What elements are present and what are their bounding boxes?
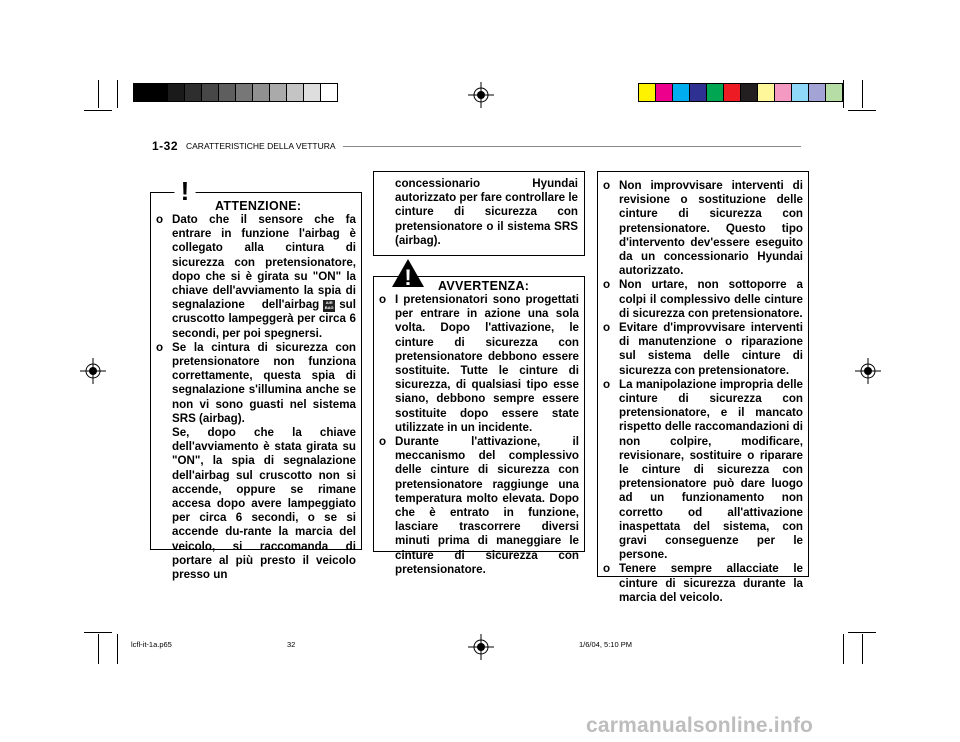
color-swatch xyxy=(775,84,792,101)
color-swatch xyxy=(826,84,842,101)
color-swatch xyxy=(134,84,151,101)
registration-mark-icon xyxy=(468,82,494,108)
color-swatch xyxy=(270,84,287,101)
warning-triangle-icon xyxy=(168,175,202,205)
airbag-warning-icon: AIR BAG xyxy=(324,300,334,311)
crop-mark xyxy=(84,632,112,633)
color-bar xyxy=(638,83,843,102)
page-number: 1-32 xyxy=(152,139,179,153)
color-swatch xyxy=(673,84,690,101)
attention-box xyxy=(150,176,362,582)
color-swatch xyxy=(656,84,673,101)
color-swatch xyxy=(741,84,758,101)
attention-heading: ATTENZIONE: xyxy=(215,199,302,213)
grayscale-bar xyxy=(133,83,338,102)
watermark: carmanualsonline.info xyxy=(586,714,814,737)
list-item: o Durante l'attivazione, il meccanismo del complessivo delle cinture di sicurezza con pretensionatore raggiunge una temperatura molto elevata. Dopo che è entrato in funzione, lasciare trascorrere diversi minuti prima di maneggiare le cinture di sicurezza con pretensionatore. xyxy=(379,435,579,576)
list-item: o Evitare d'improvvisare interventi di manutenzione o riparazione sul sistema delle cinture di sicurezza con pretensionatore. xyxy=(603,321,803,377)
continuation-text: concessionario Hyundai autorizzato per fare controllare le cinture di sicurezza con pretensionatore o il sistema SRS (airbag). xyxy=(395,177,578,247)
crop-mark xyxy=(98,634,99,664)
warning-box xyxy=(373,265,585,576)
color-swatch xyxy=(792,84,809,101)
color-swatch xyxy=(202,84,219,101)
list-item-continuation: Se, dopo che la chiave dell'avviamento è stata girata su "ON", la spia di segnalazione dell'airbag sul cruscotto non si accende, oppure se rimane accesa dopo avere lampeggiato per circa 6 secondi, o se si accende du-rante la marcia del veicolo, si raccomanda di portare al più presto il veicolo presso un xyxy=(172,426,356,582)
attention-body xyxy=(154,213,356,582)
header-rule xyxy=(343,146,801,147)
warning-triangle-icon xyxy=(391,258,425,288)
crop-mark xyxy=(862,634,863,664)
crop-mark xyxy=(117,634,118,664)
footer-filename: lcfl-it-1a.p65 xyxy=(131,640,172,649)
crop-mark xyxy=(848,632,876,633)
svg-text:!: ! xyxy=(180,176,190,205)
crop-mark xyxy=(843,634,844,664)
color-swatch xyxy=(304,84,321,101)
color-swatch xyxy=(236,84,253,101)
crop-mark xyxy=(98,80,99,108)
color-swatch xyxy=(724,84,741,101)
list-item: o Dato che il sensore che fa entrare in funzione l'airbag è collegato alla cintura di sicurezza con pretensionatore, dopo che si è girata su "ON" la chiave dell'avviamento la spia di segnalazione dell'airbag AIR BAG sul cruscotto lampeggerà per circa 6 secondi, per poi spegnersi. xyxy=(156,213,356,340)
svg-text:!: ! xyxy=(404,265,412,288)
color-swatch xyxy=(809,84,826,101)
list-item: o La manipolazione impropria delle cinture di sicurezza con pretensionatore, e il mancato rispetto delle raccomandazioni di non colpire, modificare, revisionare, sostituire o riparare le cinture di sicurezza con pretensionatore può dare luogo ad un funzionamento non corretto od all'attivazione inaspettata del sistema, con gravi conseguenze per le persone. xyxy=(603,377,803,562)
color-swatch xyxy=(690,84,707,101)
registration-mark-icon xyxy=(80,358,106,384)
warning-heading: AVVERTENZA: xyxy=(438,279,530,293)
color-swatch xyxy=(219,84,236,101)
color-swatch xyxy=(707,84,724,101)
section-title: CARATTERISTICHE DELLA VETTURA xyxy=(186,141,336,151)
precautions-body xyxy=(601,179,803,605)
continuation-box xyxy=(373,171,585,256)
precautions-box xyxy=(597,171,809,604)
color-swatch xyxy=(151,84,168,101)
color-swatch xyxy=(639,84,656,101)
color-swatch xyxy=(287,84,304,101)
registration-mark-icon xyxy=(855,358,881,384)
crop-mark xyxy=(848,110,876,111)
crop-mark xyxy=(84,110,112,111)
color-swatch xyxy=(758,84,775,101)
crop-mark xyxy=(843,80,844,108)
footer-datetime: 1/6/04, 5:10 PM xyxy=(579,640,632,649)
list-item: o Tenere sempre allacciate le cinture di sicurezza durante la marcia del veicolo. xyxy=(603,562,803,604)
color-swatch xyxy=(168,84,185,101)
list-item: o Non urtare, non sottoporre a colpi il complessivo delle cinture di sicurezza con pretensionatore. xyxy=(603,278,803,320)
list-item: o Non improvvisare interventi di revisione o sostituzione delle cinture di sicurezza con pretensionatore. Questo tipo d'intervento dev'essere eseguito da un concessionario Hyundai autorizzato. xyxy=(603,179,803,278)
list-item: o I pretensionatori sono progettati per entrare in azione una sola volta. Dopo l'attivazione, le cinture di sicurezza con pretensionatore debbono essere sostituite. Tutte le cinture di sicurezza, di qualsiasi tipo esse siano, debbono sempre essere sostituite dopo essere state utilizzate in un incidente. xyxy=(379,293,579,434)
color-swatch xyxy=(185,84,202,101)
warning-body xyxy=(377,293,579,577)
footer-page: 32 xyxy=(287,640,296,649)
registration-mark-icon xyxy=(468,634,494,660)
color-swatch xyxy=(321,84,337,101)
list-item: o Se la cintura di sicurezza con pretensionatore non funziona correttamente, questa spia di segnalazione s'illumina anche se non vi sono guasti nel sistema SRS (airbag). xyxy=(156,340,356,425)
crop-mark xyxy=(117,80,118,108)
color-swatch xyxy=(253,84,270,101)
crop-mark xyxy=(862,80,863,108)
